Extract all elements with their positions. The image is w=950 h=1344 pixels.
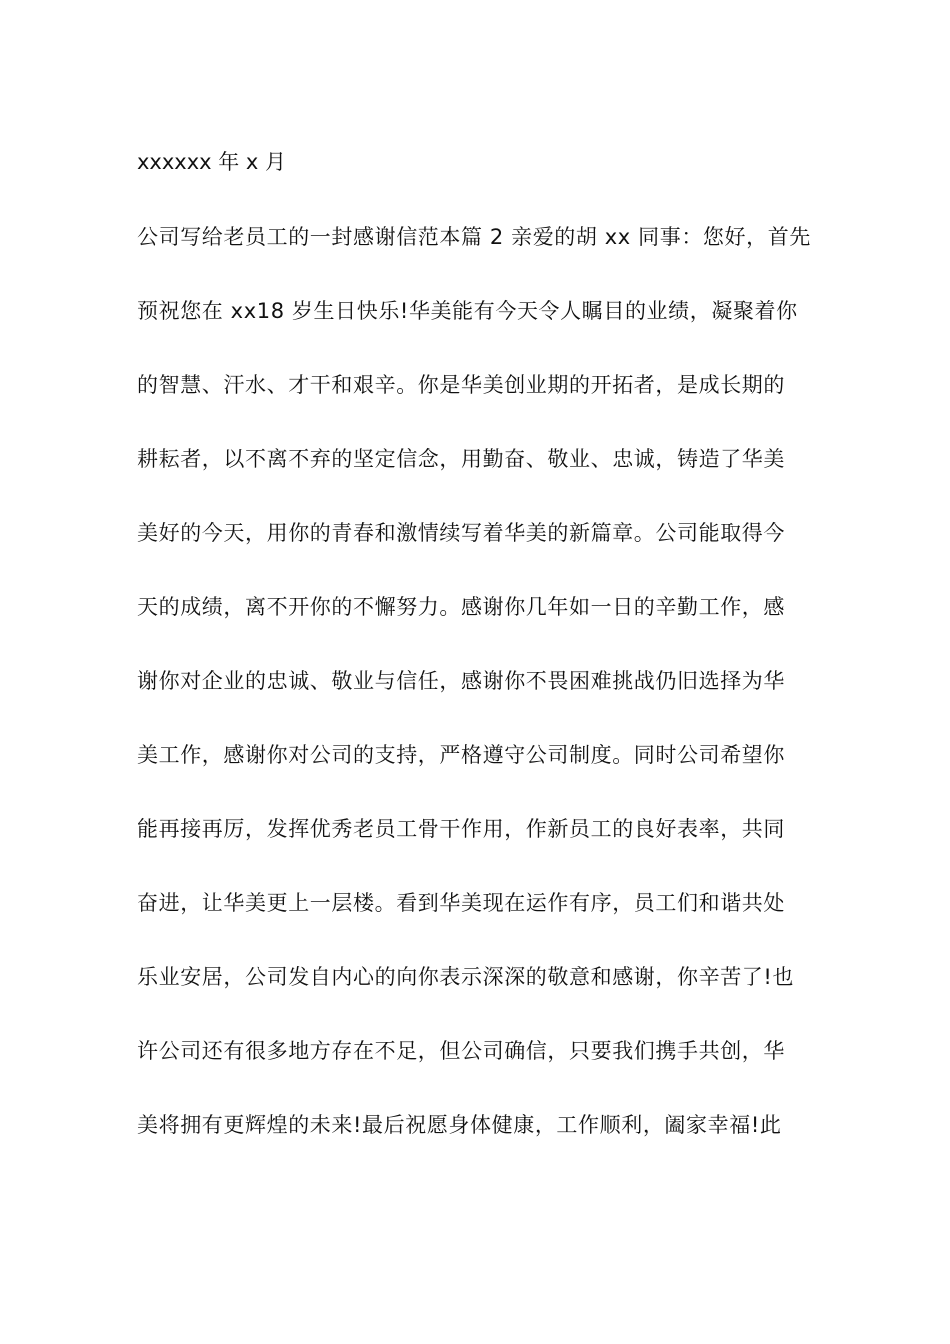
text-line: 美好的今天，用你的青春和激情续写着华美的新篇章。公司能取得今	[137, 521, 785, 545]
text-line: 能再接再厉，发挥优秀老员工骨干作用，作新员工的良好表率，共同	[137, 817, 785, 841]
text-line: 天的成绩，离不开你的不懈努力。感谢你几年如一日的辛勤工作，感	[137, 595, 785, 619]
text-line: 美将拥有更辉煌的未来!最后祝愿身体健康，工作顺利，阖家幸福!此	[137, 1113, 782, 1137]
text-line: 奋进，让华美更上一层楼。看到华美现在运作有序，员工们和谐共处	[137, 891, 785, 915]
text-line: 许公司还有很多地方存在不足，但公司确信，只要我们携手共创，华	[137, 1039, 785, 1063]
date-line: xxxxxx 年 x 月	[137, 150, 287, 174]
letter-body	[137, 221, 817, 1183]
text-line: 耕耘者，以不离不弃的坚定信念，用勤奋、敬业、忠诚，铸造了华美	[137, 447, 785, 471]
text-line: 预祝您在 xx18 岁生日快乐!华美能有今天令人瞩目的业绩，凝聚着你	[137, 299, 798, 323]
text-line: 美工作，感谢你对公司的支持，严格遵守公司制度。同时公司希望你	[137, 743, 785, 767]
text-line: 的智慧、汗水、才干和艰辛。你是华美创业期的开拓者，是成长期的	[137, 373, 785, 397]
text-line: 谢你对企业的忠诚、敬业与信任，感谢你不畏困难挑战仍旧选择为华	[137, 669, 785, 693]
text-line: 公司写给老员工的一封感谢信范本篇 2 亲爱的胡 xx 同事：您好，首先	[137, 225, 811, 249]
text-line: 乐业安居，公司发自内心的向你表示深深的敬意和感谢，你辛苦了!也	[137, 965, 795, 989]
